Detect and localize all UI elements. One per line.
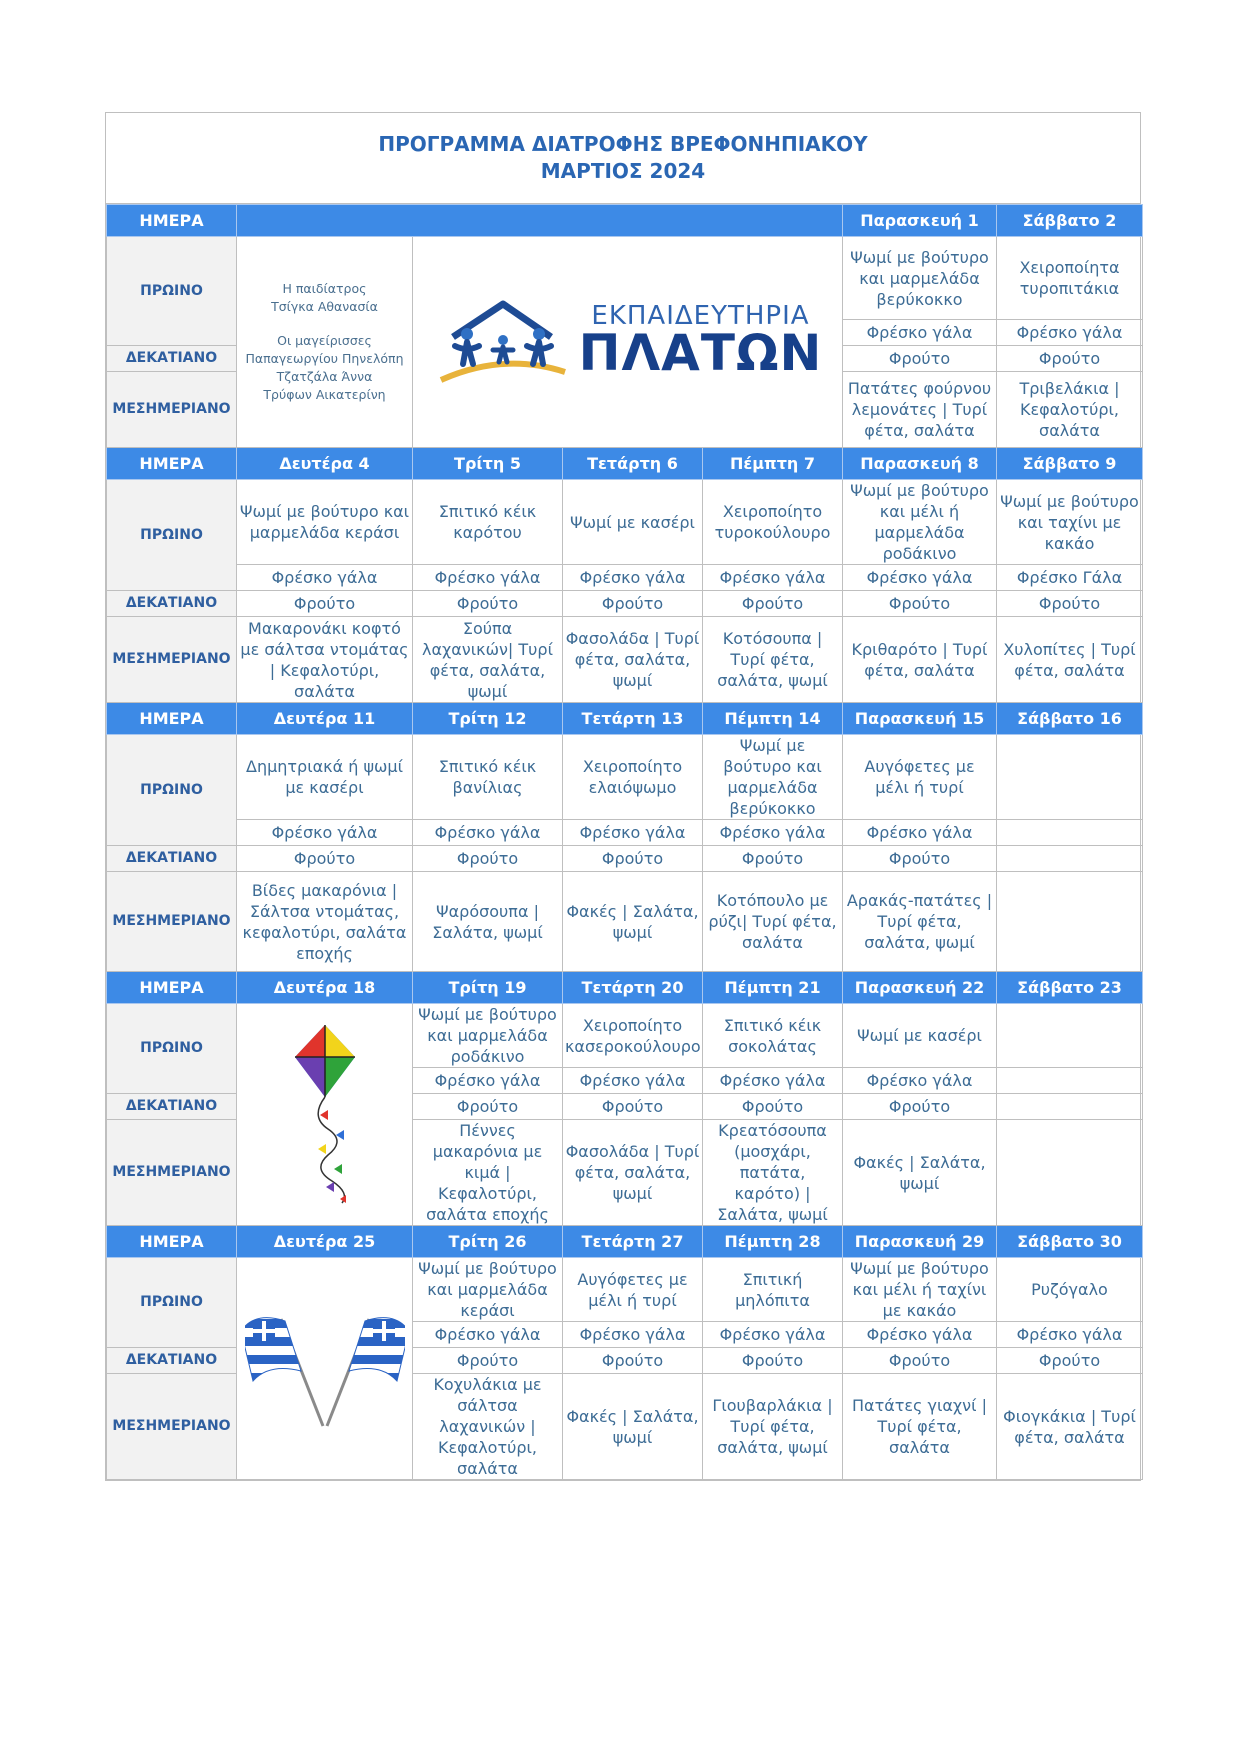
day-header: Τετάρτη 27 (563, 1226, 703, 1258)
day-header: Τρίτη 26 (413, 1226, 563, 1258)
day-header: Τετάρτη 6 (563, 448, 703, 480)
lunch-cell: Γιουβαρλάκια | Τυρί φέτα, σαλάτα, ψωμί (703, 1374, 843, 1480)
milk-cell: Φρέσκο γάλα (997, 1322, 1143, 1348)
lunch-cell (997, 872, 1143, 972)
week2-header-row (107, 448, 1143, 480)
snack-cell: Φρούτο (843, 846, 997, 872)
snack-cell: Φρούτο (413, 846, 563, 872)
day-header: Παρασκευή 29 (843, 1226, 997, 1258)
week4-header-row (107, 972, 1143, 1004)
breakfast-cell: Σπιτικό κέικ βανίλιας (413, 735, 563, 820)
breakfast-label: ΠΡΩΙΝΟ (107, 1258, 237, 1348)
lunch-cell: Ψαρόσουπα | Σαλάτα, ψωμί (413, 872, 563, 972)
snack-cell: Φρούτο (997, 1348, 1143, 1374)
breakfast-cell: Ψωμί με κασέρι (563, 480, 703, 565)
cook-name: Τζατζάλα Άννα (276, 369, 373, 384)
week3-milk-row (107, 820, 1143, 846)
breakfast-cell: Ψωμί με βούτυρο και μαρμελάδα κεράσι (413, 1258, 563, 1322)
snack-cell: Φρούτο (703, 1348, 843, 1374)
snack-cell: Φρούτο (843, 1094, 997, 1120)
breakfast-cell: Ψωμί με βούτυρο και μέλι ή μαρμελάδα ροδάκινο (843, 480, 997, 565)
week4-breakfast-row (107, 1004, 1143, 1068)
breakfast-label: ΠΡΩΙΝΟ (107, 1004, 237, 1094)
family-house-logo-icon (433, 292, 573, 392)
snack-cell: Φρούτο (237, 846, 413, 872)
day-header: Τετάρτη 20 (563, 972, 703, 1004)
milk-cell: Φρέσκο γάλα (563, 1322, 703, 1348)
milk-cell: Φρέσκο γάλα (843, 320, 997, 346)
day-header: Πέμπτη 14 (703, 703, 843, 735)
day-label: ΗΜΕΡΑ (107, 448, 237, 480)
breakfast-cell (997, 735, 1143, 820)
day-header: Δευτέρα 18 (237, 972, 413, 1004)
snack-cell (997, 846, 1143, 872)
milk-cell: Φρέσκο γάλα (413, 1068, 563, 1094)
week3-lunch-row (107, 872, 1143, 972)
lunch-cell: Κριθαρότο | Τυρί φέτα, σαλάτα (843, 617, 997, 703)
snack-cell: Φρούτο (703, 846, 843, 872)
snack-cell: Φρούτο (703, 1094, 843, 1120)
snack-cell: Φρούτο (563, 846, 703, 872)
day-header: Σάββατο 9 (997, 448, 1143, 480)
day-header: Πέμπτη 21 (703, 972, 843, 1004)
snack-cell: Φρούτο (413, 591, 563, 617)
pediatrician-name: Τσίγκα Αθανασία (271, 299, 378, 314)
breakfast-cell: Ψωμί με βούτυρο και μαρμελάδα βερύκοκκο (703, 735, 843, 820)
day-label: ΗΜΕΡΑ (107, 205, 237, 237)
day-header: Σάββατο 2 (997, 205, 1143, 237)
milk-cell (997, 1068, 1143, 1094)
breakfast-label: ΠΡΩΙΝΟ (107, 735, 237, 846)
snack-cell: Φρούτο (997, 591, 1143, 617)
breakfast-cell (997, 1004, 1143, 1068)
milk-cell: Φρέσκο γάλα (703, 565, 843, 591)
lunch-label: ΜΕΣΗΜΕΡΙΑΝΟ (107, 617, 237, 703)
menu-table (106, 204, 1143, 1480)
snack-cell: Φρούτο (237, 591, 413, 617)
day-header: Δευτέρα 4 (237, 448, 413, 480)
day-header: Παρασκευή 15 (843, 703, 997, 735)
lunch-cell: Κοτόπουλο με ρύζι| Τυρί φέτα, σαλάτα (703, 872, 843, 972)
breakfast-cell: Ψωμί με βούτυρο και ταχίνι με κακάο (997, 480, 1143, 565)
week5-header-row (107, 1226, 1143, 1258)
lunch-cell: Φακές | Σαλάτα, ψωμί (843, 1120, 997, 1226)
breakfast-cell: Ψωμί με κασέρι (843, 1004, 997, 1068)
day-header: Τρίτη 5 (413, 448, 563, 480)
lunch-label: ΜΕΣΗΜΕΡΙΑΝΟ (107, 372, 237, 448)
breakfast-cell: Αυγόφετες με μέλι ή τυρί (563, 1258, 703, 1322)
lunch-cell: Πατάτες φούρνου λεμονάτες | Τυρί φέτα, σαλάτα (843, 372, 997, 448)
milk-cell: Φρέσκο γάλα (843, 820, 997, 846)
snack-label: ΔΕΚΑΤΙΑΝΟ (107, 591, 237, 617)
week3-snack-row (107, 846, 1143, 872)
day-label: ΗΜΕΡΑ (107, 972, 237, 1004)
lunch-cell: Πέννες μακαρόνια με κιμά | Κεφαλοτύρι, σαλάτα εποχής (413, 1120, 563, 1226)
lunch-label: ΜΕΣΗΜΕΡΙΑΝΟ (107, 872, 237, 972)
lunch-cell: Αρακάς-πατάτες | Τυρί φέτα, σαλάτα, ψωμί (843, 872, 997, 972)
day-header: Σάββατο 16 (997, 703, 1143, 735)
milk-cell: Φρέσκο γάλα (563, 565, 703, 591)
breakfast-cell: Χειροποίητο ελαιόψωμο (563, 735, 703, 820)
snack-cell: Φρούτο (997, 346, 1143, 372)
week3-header-row (107, 703, 1143, 735)
breakfast-cell: Χειροποίητα τυροπιτάκια (997, 237, 1143, 320)
milk-cell: Φρέσκο γάλα (237, 820, 413, 846)
milk-cell: Φρέσκο γάλα (843, 1322, 997, 1348)
day-header: Σάββατο 23 (997, 972, 1143, 1004)
snack-cell: Φρούτο (563, 1094, 703, 1120)
milk-cell: Φρέσκο γάλα (997, 320, 1143, 346)
lunch-cell: Φασολάδα | Τυρί φέτα, σαλάτα, ψωμί (563, 1120, 703, 1226)
milk-cell (997, 820, 1143, 846)
breakfast-cell: Ρυζόγαλο (997, 1258, 1143, 1322)
lunch-cell: Φακές | Σαλάτα, ψωμί (563, 1374, 703, 1480)
milk-cell: Φρέσκο γάλα (703, 1322, 843, 1348)
snack-cell: Φρούτο (563, 591, 703, 617)
lunch-cell: Χυλοπίτες | Τυρί φέτα, σαλάτα (997, 617, 1143, 703)
week2-breakfast-row (107, 480, 1143, 565)
breakfast-cell: Σπιτική μηλόπιτα (703, 1258, 843, 1322)
milk-cell: Φρέσκο γάλα (843, 1068, 997, 1094)
cook-name: Παπαγεωργίου Πηνελόπη (245, 351, 404, 366)
logo-top-text: ΕΚΠΑΙΔΕΥΤΗΡΙΑ (591, 300, 810, 331)
school-logo (413, 237, 843, 448)
page-subtitle: ΜΑΡΤΙΟΣ 2024 (540, 159, 706, 183)
day-header: Παρασκευή 1 (843, 205, 997, 237)
day-header: Πέμπτη 7 (703, 448, 843, 480)
breakfast-label: ΠΡΩΙΝΟ (107, 237, 237, 346)
title-box (106, 113, 1140, 204)
greek-flags-icon (245, 1301, 405, 1431)
snack-label: ΔΕΚΑΤΙΑΝΟ (107, 346, 237, 372)
day-header: Δευτέρα 25 (237, 1226, 413, 1258)
cook-name: Τρύφων Αικατερίνη (263, 387, 386, 402)
breakfast-cell: Ψωμί με βούτυρο και μαρμελάδα ροδάκινο (413, 1004, 563, 1068)
lunch-cell: Βίδες μακαρόνια | Σάλτσα ντομάτας, κεφαλοτύρι, σαλάτα εποχής (237, 872, 413, 972)
staff-info (237, 237, 413, 448)
milk-cell: Φρέσκο γάλα (563, 1068, 703, 1094)
breakfast-cell: Σπιτικό κέικ καρότου (413, 480, 563, 565)
breakfast-cell: Χειροποίητο κασεροκούλουρο (563, 1004, 703, 1068)
page-title: ΠΡΟΓΡΑΜΜΑ ΔΙΑΤΡΟΦΗΣ ΒΡΕΦΟΝΗΠΙΑΚΟΥ (378, 132, 868, 156)
day-header: Δευτέρα 11 (237, 703, 413, 735)
breakfast-cell: Ψωμί με βούτυρο και μαρμελάδα κεράσι (237, 480, 413, 565)
milk-cell: Φρέσκο γάλα (703, 820, 843, 846)
lunch-cell: Σούπα λαχανικών| Τυρί φέτα, σαλάτα, ψωμί (413, 617, 563, 703)
lunch-cell (997, 1120, 1143, 1226)
snack-cell: Φρούτο (413, 1348, 563, 1374)
lunch-cell: Κοχυλάκια με σάλτσα λαχανικών | Κεφαλοτύρι, σαλάτα (413, 1374, 563, 1480)
snack-cell: Φρούτο (843, 346, 997, 372)
breakfast-cell: Δημητριακά ή ψωμί με κασέρι (237, 735, 413, 820)
week1-header-row (107, 205, 1143, 237)
week3-breakfast-row (107, 735, 1143, 820)
breakfast-cell: Αυγόφετες με μέλι ή τυρί (843, 735, 997, 820)
snack-cell: Φρούτο (843, 591, 997, 617)
snack-cell: Φρούτο (413, 1094, 563, 1120)
snack-label: ΔΕΚΑΤΙΑΝΟ (107, 1094, 237, 1120)
milk-cell: Φρέσκο γάλα (843, 565, 997, 591)
week1-breakfast-row (107, 237, 1143, 320)
milk-cell: Φρέσκο γάλα (413, 1322, 563, 1348)
day-label: ΗΜΕΡΑ (107, 703, 237, 735)
week2-milk-row (107, 565, 1143, 591)
logo-main-text: ΠΛΑΤΩΝ (578, 323, 823, 382)
lunch-label: ΜΕΣΗΜΕΡΙΑΝΟ (107, 1374, 237, 1480)
breakfast-cell: Σπιτικό κέικ σοκολάτας (703, 1004, 843, 1068)
breakfast-cell: Ψωμί με βούτυρο και μέλι ή ταχίνι με κακάο (843, 1258, 997, 1322)
day-label: ΗΜΕΡΑ (107, 1226, 237, 1258)
milk-cell: Φρέσκο γάλα (563, 820, 703, 846)
greek-flags-picture (237, 1258, 413, 1480)
breakfast-cell: Χειροποίητο τυροκούλουρο (703, 480, 843, 565)
day-header: Παρασκευή 22 (843, 972, 997, 1004)
menu-sheet (105, 112, 1141, 1481)
week5-breakfast-row (107, 1258, 1143, 1322)
snack-cell: Φρούτο (563, 1348, 703, 1374)
day-header: Πέμπτη 28 (703, 1226, 843, 1258)
lunch-cell: Τριβελάκια | Κεφαλοτύρι, σαλάτα (997, 372, 1143, 448)
breakfast-cell: Ψωμί με βούτυρο και μαρμελάδα βερύκοκκο (843, 237, 997, 320)
week2-snack-row (107, 591, 1143, 617)
milk-cell: Φρέσκο γάλα (413, 565, 563, 591)
pediatrician-title: Η παιδίατρος (282, 281, 367, 296)
snack-label: ΔΕΚΑΤΙΑΝΟ (107, 846, 237, 872)
milk-cell: Φρέσκο γάλα (413, 820, 563, 846)
kite-icon (270, 1017, 380, 1207)
snack-cell (997, 1094, 1143, 1120)
day-header: Τρίτη 19 (413, 972, 563, 1004)
milk-cell: Φρέσκο γάλα (703, 1068, 843, 1094)
week1-header-blank (237, 205, 843, 237)
lunch-cell: Φασολάδα | Τυρί φέτα, σαλάτα, ψωμί (563, 617, 703, 703)
lunch-cell: Μακαρονάκι κοφτό με σάλτσα ντομάτας | Κεφαλοτύρι, σαλάτα (237, 617, 413, 703)
day-header: Σάββατο 30 (997, 1226, 1143, 1258)
lunch-cell: Φιογκάκια | Τυρί φέτα, σαλάτα (997, 1374, 1143, 1480)
week2-lunch-row (107, 617, 1143, 703)
lunch-cell: Κοτόσουπα | Τυρί φέτα, σαλάτα, ψωμί (703, 617, 843, 703)
milk-cell: Φρέσκο Γάλα (997, 565, 1143, 591)
day-header: Τετάρτη 13 (563, 703, 703, 735)
snack-cell: Φρούτο (843, 1348, 997, 1374)
day-header: Παρασκευή 8 (843, 448, 997, 480)
milk-cell: Φρέσκο γάλα (237, 565, 413, 591)
lunch-cell: Φακές | Σαλάτα, ψωμί (563, 872, 703, 972)
snack-label: ΔΕΚΑΤΙΑΝΟ (107, 1348, 237, 1374)
cooks-title: Οι μαγείρισσες (277, 333, 372, 348)
lunch-label: ΜΕΣΗΜΕΡΙΑΝΟ (107, 1120, 237, 1226)
snack-cell: Φρούτο (703, 591, 843, 617)
lunch-cell: Πατάτες γιαχνί | Τυρί φέτα, σαλάτα (843, 1374, 997, 1480)
breakfast-label: ΠΡΩΙΝΟ (107, 480, 237, 591)
day-header: Τρίτη 12 (413, 703, 563, 735)
kite-picture (237, 1004, 413, 1226)
lunch-cell: Κρεατόσουπα (μοσχάρι, πατάτα, καρότο) | Σαλάτα, ψωμί (703, 1120, 843, 1226)
